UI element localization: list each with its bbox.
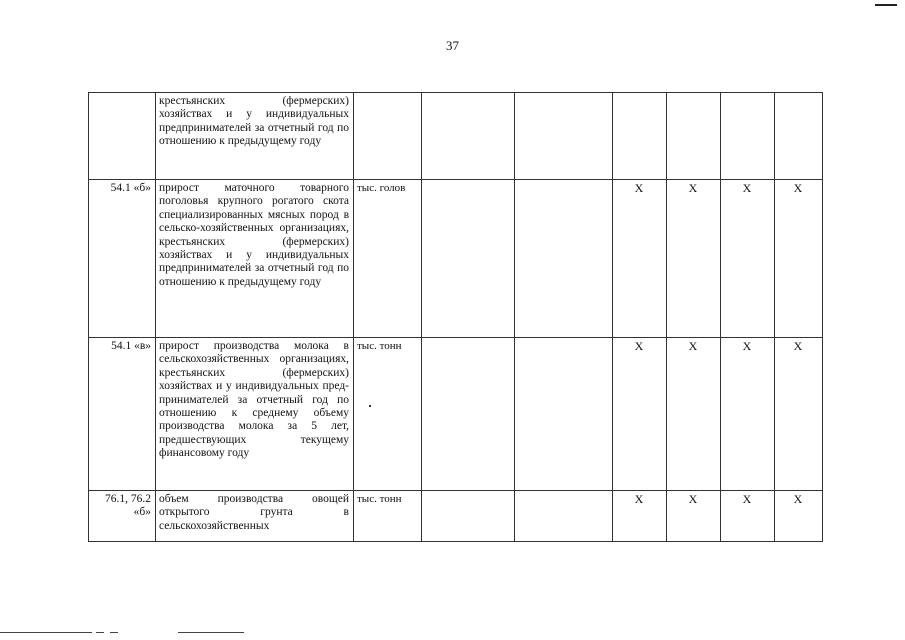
table-row: [89, 491, 823, 542]
row-mark-cell: X: [721, 491, 775, 542]
row-mark-cell: X: [667, 180, 721, 338]
row-mark-cell: [775, 93, 823, 180]
row-mark-cell: X: [613, 338, 667, 491]
row-id-cell: 76.1, 76.2 «б»: [89, 491, 156, 542]
empty-cell: [515, 180, 613, 338]
empty-cell: [422, 93, 515, 180]
row-mark-cell: [667, 93, 721, 180]
row-unit-cell: тыс. голов: [354, 180, 422, 338]
footer-rule: [0, 632, 92, 633]
row-id-cell: 54.1 «в»: [89, 338, 156, 491]
row-description-cell: прирост маточного товарного поголовья крупного рогатого скота специализированных мясных пород в сельско-хозяйственных организациях, крестьянских (фермерских) хозяйствах и у индивидуальных предпринимателей за отчетный год по отношению к предыдущему году: [156, 180, 354, 338]
row-mark-cell: X: [613, 491, 667, 542]
empty-cell: [515, 93, 613, 180]
scan-speck: [369, 405, 371, 407]
row-description-cell: объем производства овощей открытого грунта в сельскохозяйственных: [156, 491, 354, 542]
row-mark-cell: X: [667, 338, 721, 491]
row-id-cell: 54.1 «б»: [89, 180, 156, 338]
indicators-table: [88, 92, 823, 542]
row-mark-cell: X: [721, 338, 775, 491]
table-row: [89, 180, 823, 338]
footer-rule: [96, 632, 104, 633]
row-mark-cell: X: [613, 180, 667, 338]
row-mark-cell: [721, 93, 775, 180]
table-row: [89, 93, 823, 180]
empty-cell: [422, 180, 515, 338]
row-unit-cell: тыс. тонн: [354, 338, 422, 491]
empty-cell: [422, 491, 515, 542]
row-mark-cell: X: [667, 491, 721, 542]
row-mark-cell: X: [775, 338, 823, 491]
empty-cell: [515, 338, 613, 491]
row-mark-cell: [613, 93, 667, 180]
row-unit-cell: тыс. тонн: [354, 491, 422, 542]
row-mark-cell: X: [775, 491, 823, 542]
row-description-cell: крестьянских (фермерских) хозяйствах и у индивидуальных предпринимателей за отчетный год по отношению к предыдущему году: [156, 93, 354, 180]
row-description-cell: прирост производства молока в сельскохозяйственных организациях, крестьянских (фермерских) хозяйствах и у индивидуальных пред-принимателей за отчетный год по отношению к среднему объему производства молока за 5 лет, предшествующих текущему финансовому году: [156, 338, 354, 491]
row-id-cell: [89, 93, 156, 180]
footer-rule: [110, 632, 118, 633]
page-number: 37: [446, 38, 459, 53]
row-unit-cell: [354, 93, 422, 180]
empty-cell: [422, 338, 515, 491]
footer-rule: [178, 632, 244, 633]
table-row: [89, 338, 823, 491]
corner-mark: [875, 0, 897, 6]
empty-cell: [515, 491, 613, 542]
row-mark-cell: X: [721, 180, 775, 338]
row-mark-cell: X: [775, 180, 823, 338]
